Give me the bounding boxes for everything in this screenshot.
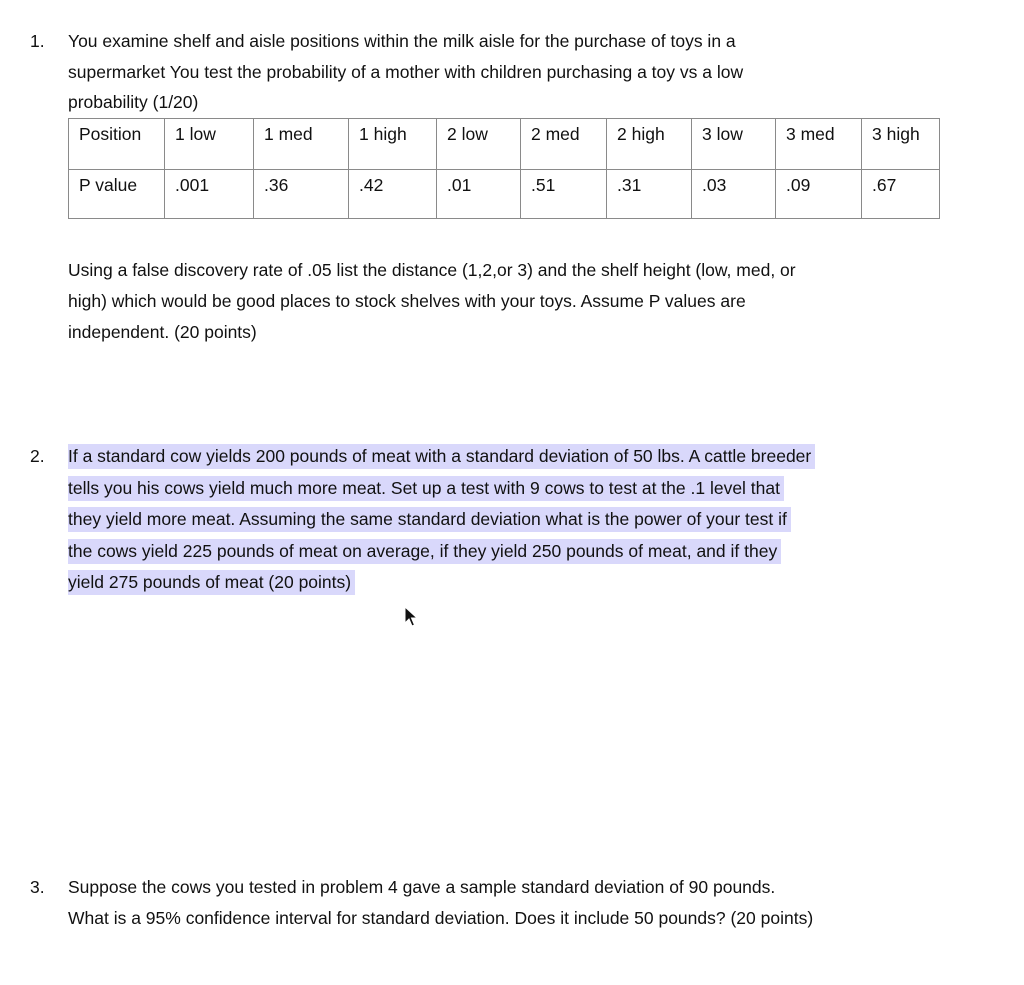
table-cell: 2 high xyxy=(607,119,692,170)
table-cell: 2 med xyxy=(521,119,607,170)
table-cell: .67 xyxy=(862,170,940,219)
table-cell: .42 xyxy=(349,170,437,219)
highlighted-line[interactable]: If a standard cow yields 200 pounds of meat with a standard deviation of 50 lbs. A cattle breeder xyxy=(68,444,815,469)
table-cell: .01 xyxy=(437,170,521,219)
question-3 xyxy=(30,872,960,934)
instructions-line: high) which would be good places to stock shelves with your toys. Assume P values are xyxy=(68,291,746,311)
question-1-line: You examine shelf and aisle positions within the milk aisle for the purchase of toys in a xyxy=(68,31,736,51)
question-1-instructions xyxy=(30,255,960,348)
instructions-line: independent. (20 points) xyxy=(68,322,257,342)
question-3-line: What is a 95% confidence interval for standard deviation. Does it include 50 pounds? (20 points) xyxy=(68,908,814,928)
question-1-text xyxy=(68,26,960,118)
table-cell: 2 low xyxy=(437,119,521,170)
question-3-number: 3. xyxy=(30,877,45,897)
highlighted-line[interactable]: yield 275 pounds of meat (20 points) xyxy=(68,570,355,595)
question-3-line: Suppose the cows you tested in problem 4 gave a sample standard deviation of 90 pounds. xyxy=(68,877,776,897)
question-2 xyxy=(30,441,960,599)
table-cell: .09 xyxy=(776,170,862,219)
mouse-pointer-icon xyxy=(404,606,420,633)
table-cell: .36 xyxy=(254,170,349,219)
table-cell: 1 high xyxy=(349,119,437,170)
table-cell: P value xyxy=(69,170,165,219)
question-1-line: supermarket You test the probability of a mother with children purchasing a toy vs a low xyxy=(68,61,744,82)
table-cell: 1 low xyxy=(165,119,254,170)
table-cell: 1 med xyxy=(254,119,349,170)
question-1-line: probability (1/20) xyxy=(68,92,199,112)
table-row xyxy=(69,170,940,219)
table-cell: 3 low xyxy=(692,119,776,170)
table-cell: .31 xyxy=(607,170,692,219)
question-1 xyxy=(30,26,960,118)
question-1-number: 1. xyxy=(30,31,45,51)
table-cell: .51 xyxy=(521,170,607,219)
table-cell: 3 med xyxy=(776,119,862,170)
highlighted-line[interactable]: tells you his cows yield much more meat. Set up a test with 9 cows to test at the .1 level that xyxy=(68,476,784,501)
highlighted-line[interactable]: they yield more meat. Assuming the same standard deviation what is the power of your test if xyxy=(68,507,791,532)
question-3-text xyxy=(68,872,960,934)
question-2-text[interactable] xyxy=(68,441,960,599)
p-value-table xyxy=(68,118,940,219)
table-cell: .03 xyxy=(692,170,776,219)
table-header-row xyxy=(69,119,940,170)
table-cell: .001 xyxy=(165,170,254,219)
table-cell: 3 high xyxy=(862,119,940,170)
instructions-line: Using a false discovery rate of .05 list the distance (1,2,or 3) and the shelf height (low, med, or xyxy=(68,260,796,280)
table-cell: Position xyxy=(69,119,165,170)
question-2-number: 2. xyxy=(30,446,45,466)
highlighted-line[interactable]: the cows yield 225 pounds of meat on average, if they yield 250 pounds of meat, and if they xyxy=(68,539,781,564)
